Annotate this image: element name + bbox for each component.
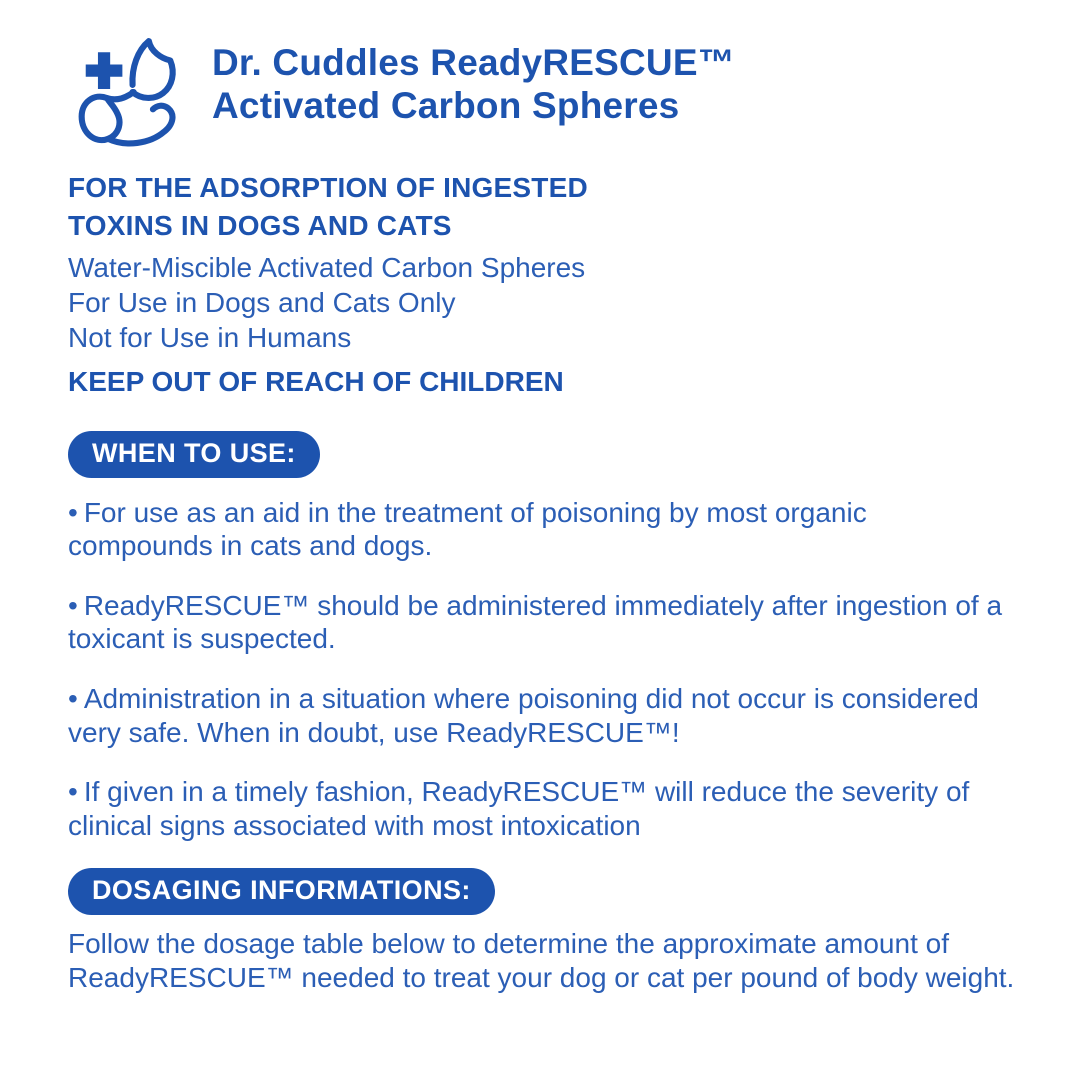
header <box>68 35 1018 147</box>
when-to-use-badge: WHEN TO USE: <box>68 431 320 478</box>
bullet-text: If given in a timely fashion, ReadyRESCUE™ will reduce the severity of clinical signs associated with most intoxication <box>68 776 970 841</box>
adsorption-heading-line2: TOXINS IN DOGS AND CATS <box>68 209 452 241</box>
product-title-line1: Dr. Cuddles ReadyRESCUE™ <box>212 42 735 83</box>
bullet-text: For use as an aid in the treatment of poisoning by most organic compounds in cats and dogs. <box>68 496 867 562</box>
dosaging-badge-row <box>68 868 1018 915</box>
adsorption-heading-line1: FOR THE ADSORPTION OF INGESTED <box>68 172 588 203</box>
product-descriptors <box>68 250 1018 355</box>
product-title <box>212 41 735 128</box>
when-to-use-badge-row <box>68 431 1018 478</box>
descriptor-not-humans: Not for Use in Humans <box>68 322 352 354</box>
product-title-line2: Activated Carbon Spheres <box>212 85 680 127</box>
bullet-text: Administration in a situation where poisoning did not occur is considered very safe. When in doubt, use ReadyRESCUE™! <box>68 683 979 748</box>
bullet-marker: • <box>68 589 78 621</box>
descriptor-dogs-cats-only: For Use in Dogs and Cats Only <box>68 287 456 319</box>
adsorption-heading <box>68 169 1018 244</box>
when-to-use-bullet-list <box>68 496 1018 843</box>
bullet-text: ReadyRESCUE™ should be administered immediately after ingestion of a toxicant is suspected. <box>68 589 1003 655</box>
dr-cuddles-logo-icon <box>68 35 190 147</box>
bullet-item <box>68 775 1018 842</box>
bullet-item <box>68 589 1018 656</box>
keep-out-of-reach-warning: KEEP OUT OF REACH OF CHILDREN <box>68 366 564 398</box>
bullet-marker: • <box>68 776 78 808</box>
descriptor-water-miscible: Water-Miscible Activated Carbon Spheres <box>68 252 586 284</box>
bullet-marker: • <box>68 496 78 528</box>
bullet-marker: • <box>68 683 78 714</box>
dosaging-informations-badge: DOSAGING INFORMATIONS: <box>68 868 495 915</box>
dosage-instructions-text: Follow the dosage table below to determine the approximate amount of ReadyRESCUE™ needed to treat your dog or cat per pound of body weight. <box>68 928 1015 993</box>
bullet-item <box>68 496 1018 563</box>
bullet-item <box>68 682 1018 749</box>
